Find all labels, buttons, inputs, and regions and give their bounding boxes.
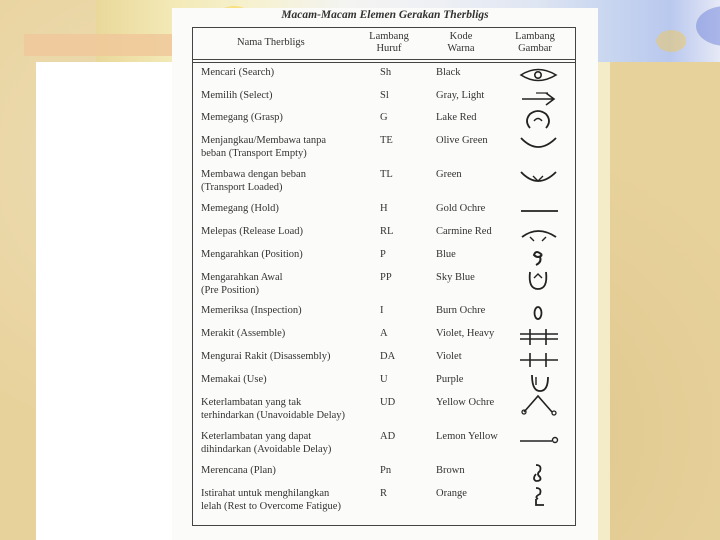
color-code: Burn Ochre <box>436 305 486 316</box>
therblig-name <box>201 488 366 513</box>
color-code: Lake Red <box>436 112 477 123</box>
loaded-cup-icon <box>518 166 562 188</box>
plan-icon <box>518 462 562 484</box>
therblig-name-line1: Mengarahkan (Position) <box>201 249 303 260</box>
therblig-name <box>201 328 366 341</box>
letter-code: TL <box>380 169 393 180</box>
row-spacer <box>193 197 575 198</box>
lens-icon <box>518 302 562 324</box>
assemble-icon <box>518 325 562 347</box>
therblig-name-line1: Mengarahkan Awal <box>201 272 283 283</box>
therblig-name <box>201 135 366 160</box>
header-divider <box>193 62 575 63</box>
letter-code: A <box>380 328 388 339</box>
row-spacer <box>193 266 575 267</box>
color-code: Gray, Light <box>436 90 485 101</box>
letter-code: UD <box>380 397 396 408</box>
therblig-name-line1: Memakai (Use) <box>201 374 267 385</box>
panel-edge <box>598 62 610 540</box>
therblig-name <box>201 112 366 125</box>
disassemble-icon <box>518 348 562 370</box>
bar-icon <box>518 200 562 222</box>
row-spacer <box>193 220 575 221</box>
therblig-name-line1: Keterlambatan yang dapat <box>201 431 312 442</box>
row-spacer <box>193 482 575 483</box>
release-icon <box>518 223 562 245</box>
therblig-name <box>201 397 366 422</box>
letter-code: Sl <box>380 90 389 101</box>
therblig-name-line2: (Pre Position) <box>201 284 260 296</box>
header-color-line2: Warna <box>447 43 475 54</box>
header-symbol <box>505 31 565 55</box>
letter-code: TE <box>380 135 393 146</box>
color-code: Black <box>436 67 461 78</box>
therblig-name-line1: Mencari (Search) <box>201 67 275 78</box>
color-code: Sky Blue <box>436 272 475 283</box>
letter-code: AD <box>380 431 396 442</box>
color-code: Violet, Heavy <box>436 328 495 339</box>
row-spacer <box>193 322 575 323</box>
letter-code: G <box>380 112 388 123</box>
letter-code: DA <box>380 351 396 362</box>
header-symbol-line1: Lambang <box>515 31 555 42</box>
letter-code: RL <box>380 226 394 237</box>
color-code: Violet <box>436 351 462 362</box>
therblig-name <box>201 305 366 318</box>
row-spacer <box>193 129 575 130</box>
flower-decoration <box>696 6 720 46</box>
therblig-name <box>201 226 366 239</box>
header-code <box>359 31 419 55</box>
color-code: Green <box>436 169 462 180</box>
therblig-name-line1: Memegang (Hold) <box>201 203 279 214</box>
header-symbol-line2: Gambar <box>518 43 552 54</box>
avoidable-delay-icon <box>518 428 562 450</box>
row-spacer <box>193 368 575 369</box>
therblig-name <box>201 431 366 456</box>
flower-decoration <box>656 30 686 52</box>
therblig-name-line1: Istirahat untuk menghilangkan <box>201 488 330 499</box>
color-code: Blue <box>436 249 456 260</box>
therblig-name <box>201 272 366 297</box>
position-icon <box>518 246 562 268</box>
therblig-name-line2: beban (Transport Empty) <box>201 147 307 159</box>
therblig-name <box>201 67 366 80</box>
row-spacer <box>193 106 575 107</box>
therblig-name-line1: Mengurai Rakit (Disassembly) <box>201 351 331 362</box>
therblig-name <box>201 351 366 364</box>
therblig-name-line1: Keterlambatan yang tak <box>201 397 302 408</box>
therblig-name-line1: Membawa dengan beban <box>201 169 306 180</box>
scanned-table-image <box>172 8 598 540</box>
color-code: Orange <box>436 488 467 499</box>
header-code-line1: Lambang <box>369 31 409 42</box>
header-code-line2: Huruf <box>376 43 402 54</box>
color-code: Purple <box>436 374 464 385</box>
header-color-line1: Kode <box>449 31 473 42</box>
letter-code: H <box>380 203 388 214</box>
color-code: Brown <box>436 465 465 476</box>
row-spacer <box>193 425 575 426</box>
rest-icon <box>518 485 562 507</box>
row-spacer <box>193 459 575 460</box>
letter-code: I <box>380 305 384 316</box>
use-icon <box>518 371 562 393</box>
cup-icon <box>518 132 562 154</box>
header-color <box>431 31 491 55</box>
therblig-name <box>201 169 366 194</box>
letter-code: R <box>380 488 388 499</box>
row-spacer <box>193 391 575 392</box>
therblig-name <box>201 90 366 103</box>
grasp-icon <box>518 109 562 131</box>
therblig-name-line2: terhindarkan (Unavoidable Delay) <box>201 409 346 421</box>
table-title: Macam-Macam Elemen Gerakan Therbligs <box>281 9 489 21</box>
therblig-name-line2: lelah (Rest to Overcome Fatigue) <box>201 500 341 512</box>
therblig-name-line1: Memeriksa (Inspection) <box>201 305 302 316</box>
row-spacer <box>193 163 575 164</box>
therblig-name-line1: Melepas (Release Load) <box>201 226 304 237</box>
therbligs-table <box>192 27 576 526</box>
letter-code: U <box>380 374 388 385</box>
accent-bar <box>24 34 174 56</box>
color-code: Olive Green <box>436 135 488 146</box>
letter-code: P <box>380 249 386 260</box>
therblig-name-line1: Menjangkau/Membawa tanpa <box>201 135 327 146</box>
therblig-name-line2: (Transport Loaded) <box>201 181 283 193</box>
therblig-name <box>201 465 366 478</box>
letter-code: PP <box>380 272 392 283</box>
color-code: Gold Ochre <box>436 203 486 214</box>
therblig-name <box>201 249 366 262</box>
therblig-name-line1: Memegang (Grasp) <box>201 112 283 123</box>
row-spacer <box>193 83 575 84</box>
color-code: Lemon Yellow <box>436 431 498 442</box>
therblig-name-line1: Merencana (Plan) <box>201 465 276 476</box>
color-code: Yellow Ochre <box>436 397 495 408</box>
unavoidable-delay-icon <box>518 394 562 416</box>
pre-position-icon <box>518 269 562 291</box>
row-spacer <box>193 345 575 346</box>
header-name: Nama Therbligs <box>237 37 305 48</box>
letter-code: Sh <box>380 67 392 78</box>
row-spacer <box>193 299 575 300</box>
therblig-name <box>201 203 366 216</box>
row-spacer <box>193 243 575 244</box>
color-code: Carmine Red <box>436 226 492 237</box>
therblig-name-line1: Merakit (Assemble) <box>201 328 286 339</box>
letter-code: Pn <box>380 465 392 476</box>
therblig-name-line1: Memilih (Select) <box>201 90 273 101</box>
header-divider <box>193 59 575 60</box>
therblig-name-line2: dihindarkan (Avoidable Delay) <box>201 443 332 455</box>
therblig-name <box>201 374 366 387</box>
